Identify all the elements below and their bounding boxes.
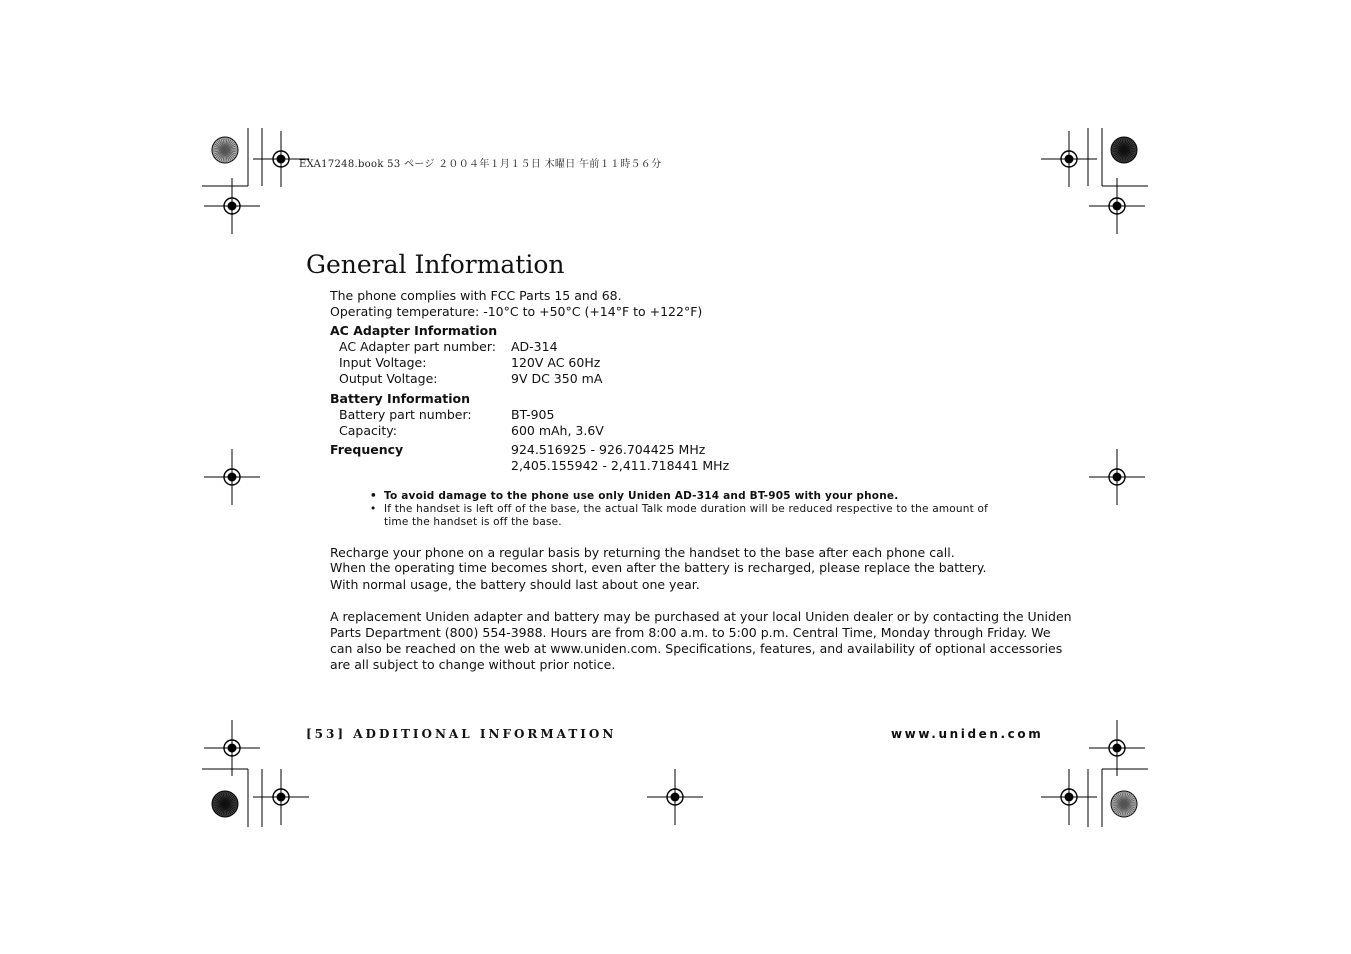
replacement-text: Parts Department (800) 554-3988. Hours are from 8:00 a.m. to 5:00 p.m. Central Time, Monday through Friday. We (330, 625, 1051, 640)
frequency-value: 2,405.155942 - 2,411.718441 MHz (511, 458, 730, 473)
color-wheel-icon (1111, 137, 1137, 163)
registration-mark-icon (1041, 131, 1097, 187)
input-voltage-value: 120V AC 60Hz (511, 355, 601, 370)
replacement-text: can also be reached on the web at www.uniden.com. Specifications, features, and availability of optional accessories (330, 641, 1063, 656)
note-item (370, 490, 898, 503)
frequency-value: 924.516925 - 926.704425 MHz (511, 442, 706, 457)
battery-part-label: Battery part number: (339, 407, 472, 422)
note-text: If the handset is left off of the base, the actual Talk mode duration will be reduced respective to the amount of (384, 503, 988, 515)
recharge-text: When the operating time becomes short, even after the battery is recharged, please replace the battery. (330, 560, 987, 575)
capacity-label: Capacity: (339, 423, 397, 438)
ac-adapter-value: AD-314 (511, 339, 558, 354)
color-wheel-icon (212, 791, 238, 817)
registration-mark-icon (1041, 769, 1097, 825)
output-voltage-label: Output Voltage: (339, 371, 438, 386)
replacement-text: A replacement Uniden adapter and battery may be purchased at your local Uniden dealer or by contacting the Uniden (330, 609, 1072, 624)
registration-mark-icon (253, 769, 309, 825)
color-wheel-icon (212, 137, 238, 163)
color-wheel-icon (1111, 791, 1137, 817)
frequency-heading: Frequency (330, 442, 404, 457)
output-voltage-value: 9V DC 350 mA (511, 371, 603, 386)
registration-mark-icon (204, 449, 260, 505)
registration-mark-icon (1089, 449, 1145, 505)
ac-adapter-label: AC Adapter part number: (339, 339, 496, 354)
ac-adapter-heading: AC Adapter Information (330, 323, 498, 338)
input-voltage-label: Input Voltage: (339, 355, 427, 370)
battery-part-value: BT-905 (511, 407, 555, 422)
registration-mark-icon (647, 769, 703, 825)
fcc-compliance-text: The phone complies with FCC Parts 15 and 68. (330, 288, 622, 303)
battery-heading: Battery Information (330, 391, 471, 406)
note-item (370, 503, 988, 516)
recharge-text: With normal usage, the battery should last about one year. (330, 577, 700, 592)
footer-section-label: [53] ADDITIONAL INFORMATION (306, 727, 617, 741)
book-meta-header: EXA17248.book 53 ページ ２００４年１月１５日 木曜日 午前１１時５６分 (299, 159, 662, 170)
page-title: General Information (306, 250, 565, 279)
bullet: • (370, 503, 377, 515)
footer-website: www.uniden.com (891, 727, 1044, 741)
operating-temperature-text: Operating temperature: -10°C to +50°C (+14°F to +122°F) (330, 304, 703, 319)
registration-mark-icon (1089, 720, 1145, 776)
replacement-text: are all subject to change without prior notice. (330, 657, 616, 672)
capacity-value: 600 mAh, 3.6V (511, 423, 604, 438)
note-text: To avoid damage to the phone use only Uniden AD-314 and BT-905 with your phone. (384, 490, 899, 502)
bullet: • (370, 490, 377, 502)
recharge-text: Recharge your phone on a regular basis by returning the handset to the base after each phone call. (330, 545, 955, 560)
note-text-continued: time the handset is off the base. (384, 516, 562, 528)
registration-mark-icon (204, 720, 260, 776)
